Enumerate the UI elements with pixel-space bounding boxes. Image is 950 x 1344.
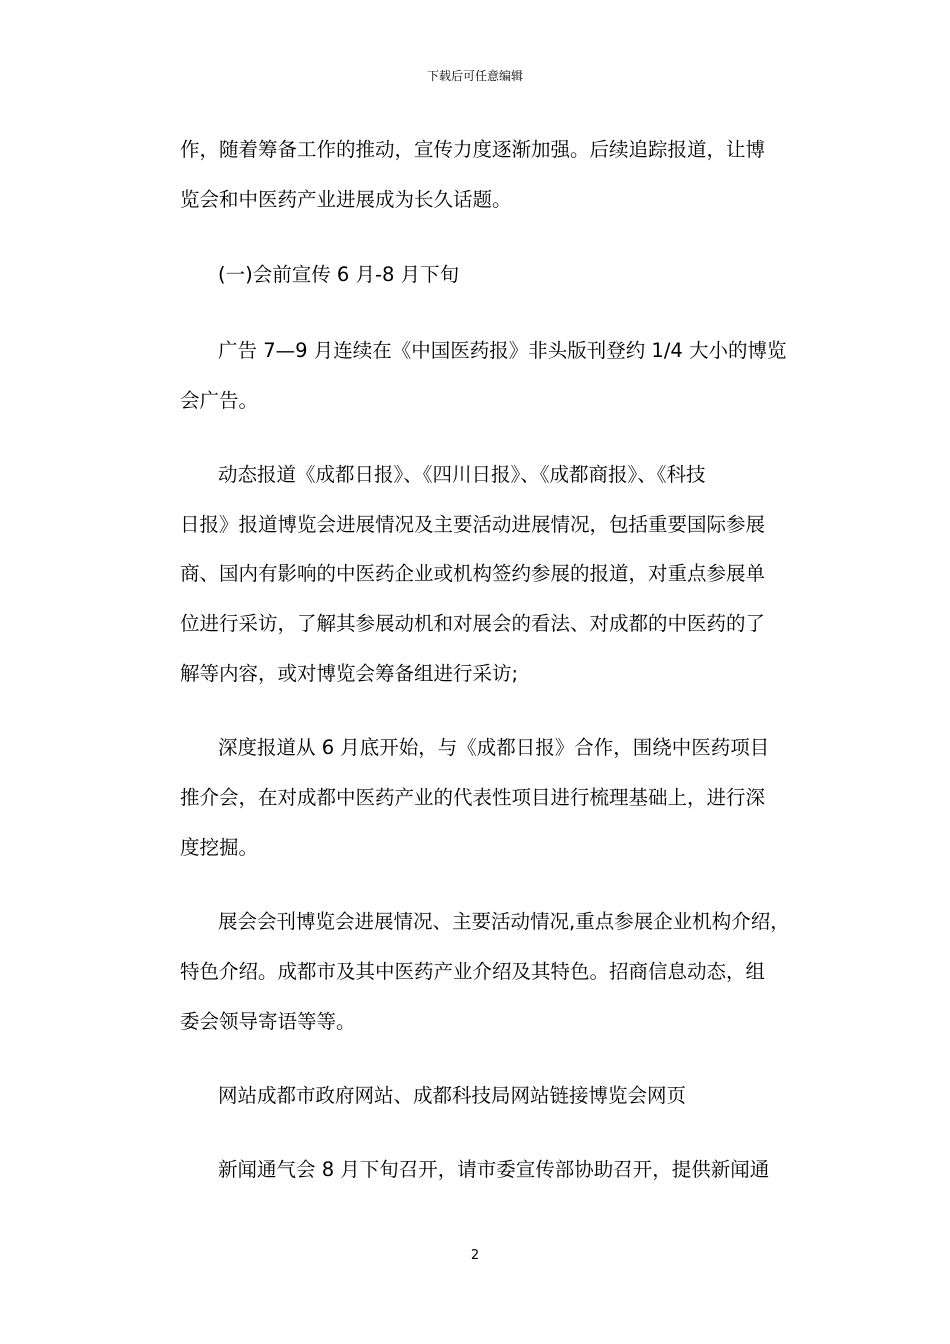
paragraph-line: 位进行采访，了解其参展动机和对展会的看法、对成都的中医药的了 [180, 612, 766, 635]
paragraph-line: 会广告。 [180, 389, 259, 412]
paragraph-line: 作，随着筹备工作的推动，宣传力度逐渐加强。后续追踪报道，让博 [180, 138, 766, 161]
paragraph-line: 推介会，在对成都中医药产业的代表性项目进行梳理基础上，进行深 [180, 786, 766, 809]
paragraph-line: 览会和中医药产业进展成为长久话题。 [180, 188, 512, 211]
paragraph-line: 度挖掘。 [180, 836, 259, 859]
section-heading: (一)会前宣传 6 月-8 月下旬 [218, 263, 460, 286]
page-number: 2 [470, 1248, 480, 1263]
paragraph-line: 新闻通气会 8 月下旬召开，请市委宣传部协助召开，提供新闻通 [218, 1158, 770, 1181]
paragraph-line: 日报》报道博览会进展情况及主要活动进展情况，包括重要国际参展 [180, 513, 766, 536]
paragraph-line: 委会领导寄语等等。 [180, 1010, 356, 1033]
paragraph-line: 深度报道从 6 月底开始，与《成都日报》合作，围绕中医药项目 [218, 736, 770, 759]
paragraph-line: 特色介绍。成都市及其中医药产业介绍及其特色。招商信息动态，组 [180, 960, 766, 983]
paragraph-line: 展会会刊博览会进展情况、主要活动情况,重点参展企业机构介绍， [218, 910, 790, 933]
paragraph-line: 动态报道《成都日报》、《四川日报》、《成都商报》、《科技 [218, 463, 706, 486]
paragraph-line: 广告 7—9 月连续在《中国医药报》非头版刊登约 1/4 大小的博览 [218, 339, 787, 362]
paragraph-line: 解等内容，或对博览会筹备组进行采访; [180, 662, 519, 685]
paragraph-line: 商、国内有影响的中医药企业或机构签约参展的报道，对重点参展单 [180, 562, 766, 585]
page-header: 下载后可任意编辑 [426, 69, 523, 83]
paragraph-line: 网站成都市政府网站、成都科技局网站链接博览会网页 [218, 1084, 687, 1107]
